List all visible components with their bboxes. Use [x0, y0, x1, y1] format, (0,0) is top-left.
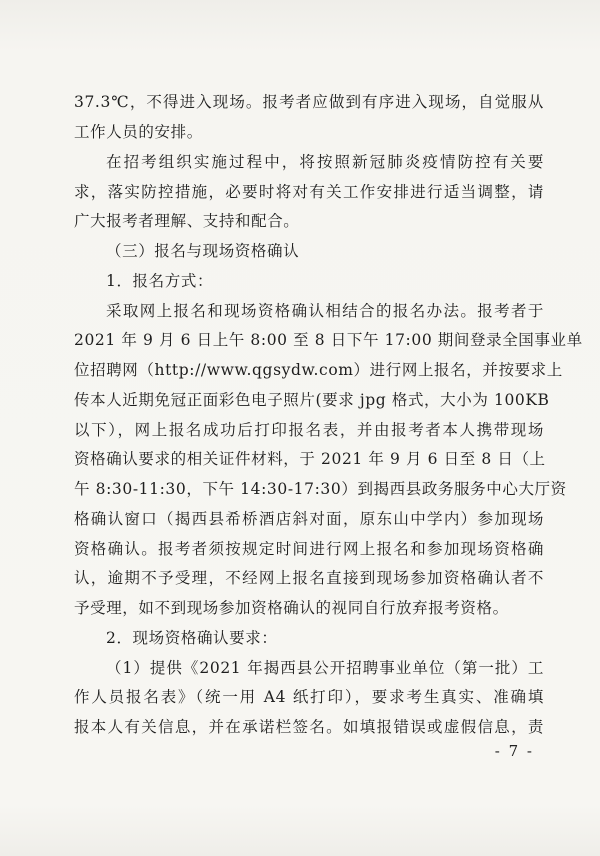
text-line: 在招考组织实施过程中，将按照新冠肺炎疫情防控有关要 — [106, 153, 544, 171]
text-line: 传本人近期免冠正面彩色电子照片(要求 jpg 格式，大小为 100KB — [74, 391, 550, 409]
text-line: 工作人员的安排。 — [74, 123, 203, 141]
text-line: 37.3℃，不得进入现场。报考者应做到有序进入现场，自觉服从 — [74, 93, 544, 111]
text-line: 2021 年 9 月 6 日上午 8:00 至 8 日下午 17:00 期间登录全国事业单 — [74, 331, 583, 349]
text-line: 认，逾期不予受理，不经网上报名直接到现场参加资格确认者不 — [74, 569, 544, 587]
subheading: 2．现场资格确认要求： — [106, 629, 278, 647]
text-line: 广大报考者理解、支持和配合。 — [74, 212, 300, 230]
text-line: 以下），网上报名成功后打印报名表，并由报考者本人携带现场 — [74, 421, 544, 439]
text-line: （1）提供《2021 年揭西县公开招聘事业单位（第一批）工 — [106, 659, 544, 677]
text-line: 作人员报名表》（统一用 A4 纸打印），要求考生真实、准确填 — [74, 688, 544, 706]
text-line: 报本人有关信息，并在承诺栏签名。如填报错误或虚假信息，责 — [74, 718, 544, 736]
text-line: 资格确认要求的相关证件材料，于 2021 年 9 月 6 日至 8 日（上 — [74, 450, 546, 468]
text-line: 采取网上报名和现场资格确认相结合的报名办法。报考者于 — [106, 302, 544, 320]
text-line: 午 8:30-11:30，下午 14:30-17:30）到揭西县政务服务中心大厅资 — [74, 480, 567, 498]
text-line: 求，落实防控措施，必要时将对有关工作安排进行适当调整，请 — [74, 183, 544, 201]
text-line: 资格确认。报考者须按规定时间进行网上报名和参加现场资格确 — [74, 540, 544, 558]
text-line: 位招聘网（http://www.qgsydw.com）进行网上报名，并按要求上 — [74, 361, 563, 379]
subheading: 1．报名方式： — [106, 272, 214, 290]
text-line: 予受理，如不到现场参加资格确认的视同自行放弃报考资格。 — [74, 599, 509, 617]
section-heading: （三）报名与现场资格确认 — [106, 242, 300, 260]
page-number: - 7 - — [494, 742, 534, 760]
text-line: 格确认窗口（揭西县希桥酒店斜对面，原东山中学内）参加现场 — [74, 510, 544, 528]
